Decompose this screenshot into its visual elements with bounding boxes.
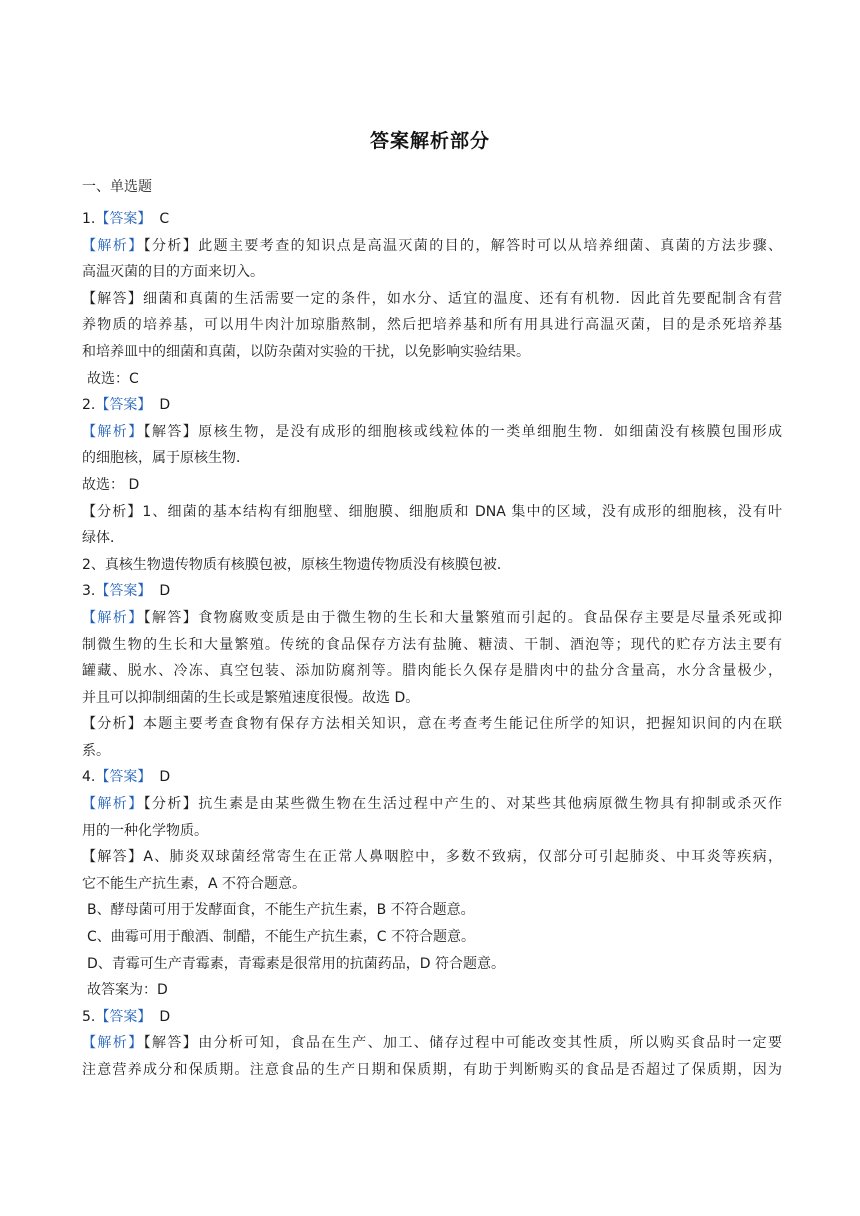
q3-explain-line: 【解析】【解答】食物腐败变质是由于微生物的生长和大量繁殖而引起的。食品保存主要是尽量杀死或抑 [82,609,783,626]
q2-answer-line: 2.【答案】 D [82,397,171,414]
answer-tag: 【答案】 [95,583,152,600]
text-line: 注意营养成分和保质期。注意食品的生产日期和保质期，有助于判断购买的食品是否超过了保质期，因为 [82,1062,782,1078]
text-line: 用的一种化学物质。 [82,822,208,839]
q4-answer: D [159,769,171,786]
q1-answer: C [159,211,170,227]
text-line: 的细胞核，属于原核生物． [82,450,250,467]
text-line: 罐藏、脱水、冷冻、真空包装、添加防腐剂等。腊肉能长久保存是腊肉中的盐分含量高，水分含量极少， [82,663,782,680]
text-line: 高温灭菌的目的方面来切入。 [82,264,264,281]
page-title: 答案解析部分 [369,130,490,152]
explain-tag: 【解析】 [82,237,144,254]
answer-tag: 【答案】 [95,211,152,227]
text-line: 【解答】细菌和真菌的生活需要一定的条件，如水分、适宜的温度、还有有机物．因此首先要配制含有营 [82,290,782,307]
q3-answer-line: 3.【答案】 D [82,583,171,600]
text-line: C、曲霉可用于酿酒、制醋，不能生产抗生素，C 不符合题意。 [87,929,475,946]
q4-conclusion: 故答案为：D [87,982,168,999]
q5-answer-line: 5.【答案】 D [82,1008,171,1025]
text-line: 2、真核生物遗传物质有核膜包被，原核生物遗传物质没有核膜包被． [82,556,511,573]
text-line: 制微生物的生长和大量繁殖。传统的食品保存方法有盐腌、糖渍、干制、酒泡等；现代的贮存方法主要有 [82,636,782,653]
text-line: 【分析】本题主要考查食物有保存方法相关知识，意在考查考生能记住所学的知识，把握知识间的内在联 [82,716,782,733]
answer-tag: 【答案】 [95,397,152,414]
q1-explain-line: 【解析】【分析】此题主要考查的知识点是高温灭菌的目的，解答时可以从培养细菌、真菌的方法步骤、 [82,237,783,254]
text-line: 系。 [82,742,110,759]
text-line: 和培养皿中的细菌和真菌，以防杂菌对实验的干扰，以免影响实验结果。 [82,343,530,360]
text-line: 【分析】1、细菌的基本结构有细胞壁、细胞膜、细胞质和 DNA 集中的区域，没有成形的细胞核，没有叶 [82,503,782,520]
text-line: 并且可以抑制细菌的生长或是繁殖速度很慢。故选 D。 [82,689,420,706]
explain-tag: 【解析】 [82,423,144,440]
text-line: 【解答】A、肺炎双球菌经常寄生在正常人鼻咽腔中，多数不致病，仅部分可引起肺炎、中耳炎等疾病， [82,849,782,866]
explain-tag: 【解析】 [82,796,144,813]
explain-tag: 【解析】 [82,1035,144,1052]
explain-tag: 【解析】 [82,609,144,626]
answer-tag: 【答案】 [95,769,152,786]
answer-tag: 【答案】 [95,1008,152,1025]
text-line: 绿体． [82,530,124,547]
q2-answer: D [159,397,171,414]
q4-explain-line: 【解析】【分析】抗生素是由某些微生物在生活过程中产生的、对某些其他病原微生物具有抑制或杀灭作 [82,796,783,813]
q5-answer: D [159,1008,171,1025]
q1-answer-line: 1.【答案】 C [82,211,170,227]
text-line: D、青霉可生产青霉素，青霉素是很常用的抗菌药品，D 符合题意。 [87,955,506,972]
q3-answer: D [159,583,171,600]
text-line: 它不能生产抗生素，A 不符合题意。 [82,875,307,892]
q1-conclusion: 故选：C [87,370,139,387]
q5-explain-line: 【解析】【解答】由分析可知，食品在生产、加工、储存过程中可能改变其性质，所以购买食品时一定要 [82,1035,783,1052]
text-line: 养物质的培养基，可以用牛肉汁加琼脂熬制，然后把培养基和所有用具进行高温灭菌，目的是杀死培养基 [82,317,782,334]
section-heading: 一、单选题 [82,179,152,195]
q2-explain-line: 【解析】【解答】原核生物，是没有成形的细胞核或线粒体的一类单细胞生物．如细菌没有核膜包围形成 [82,423,783,440]
answer-content [82,206,782,1084]
text-line: B、酵母菌可用于发酵面食，不能生产抗生素，B 不符合题意。 [87,902,475,919]
q2-conclusion: 故选： D [82,476,140,493]
q4-answer-line: 4.【答案】 D [82,769,171,786]
